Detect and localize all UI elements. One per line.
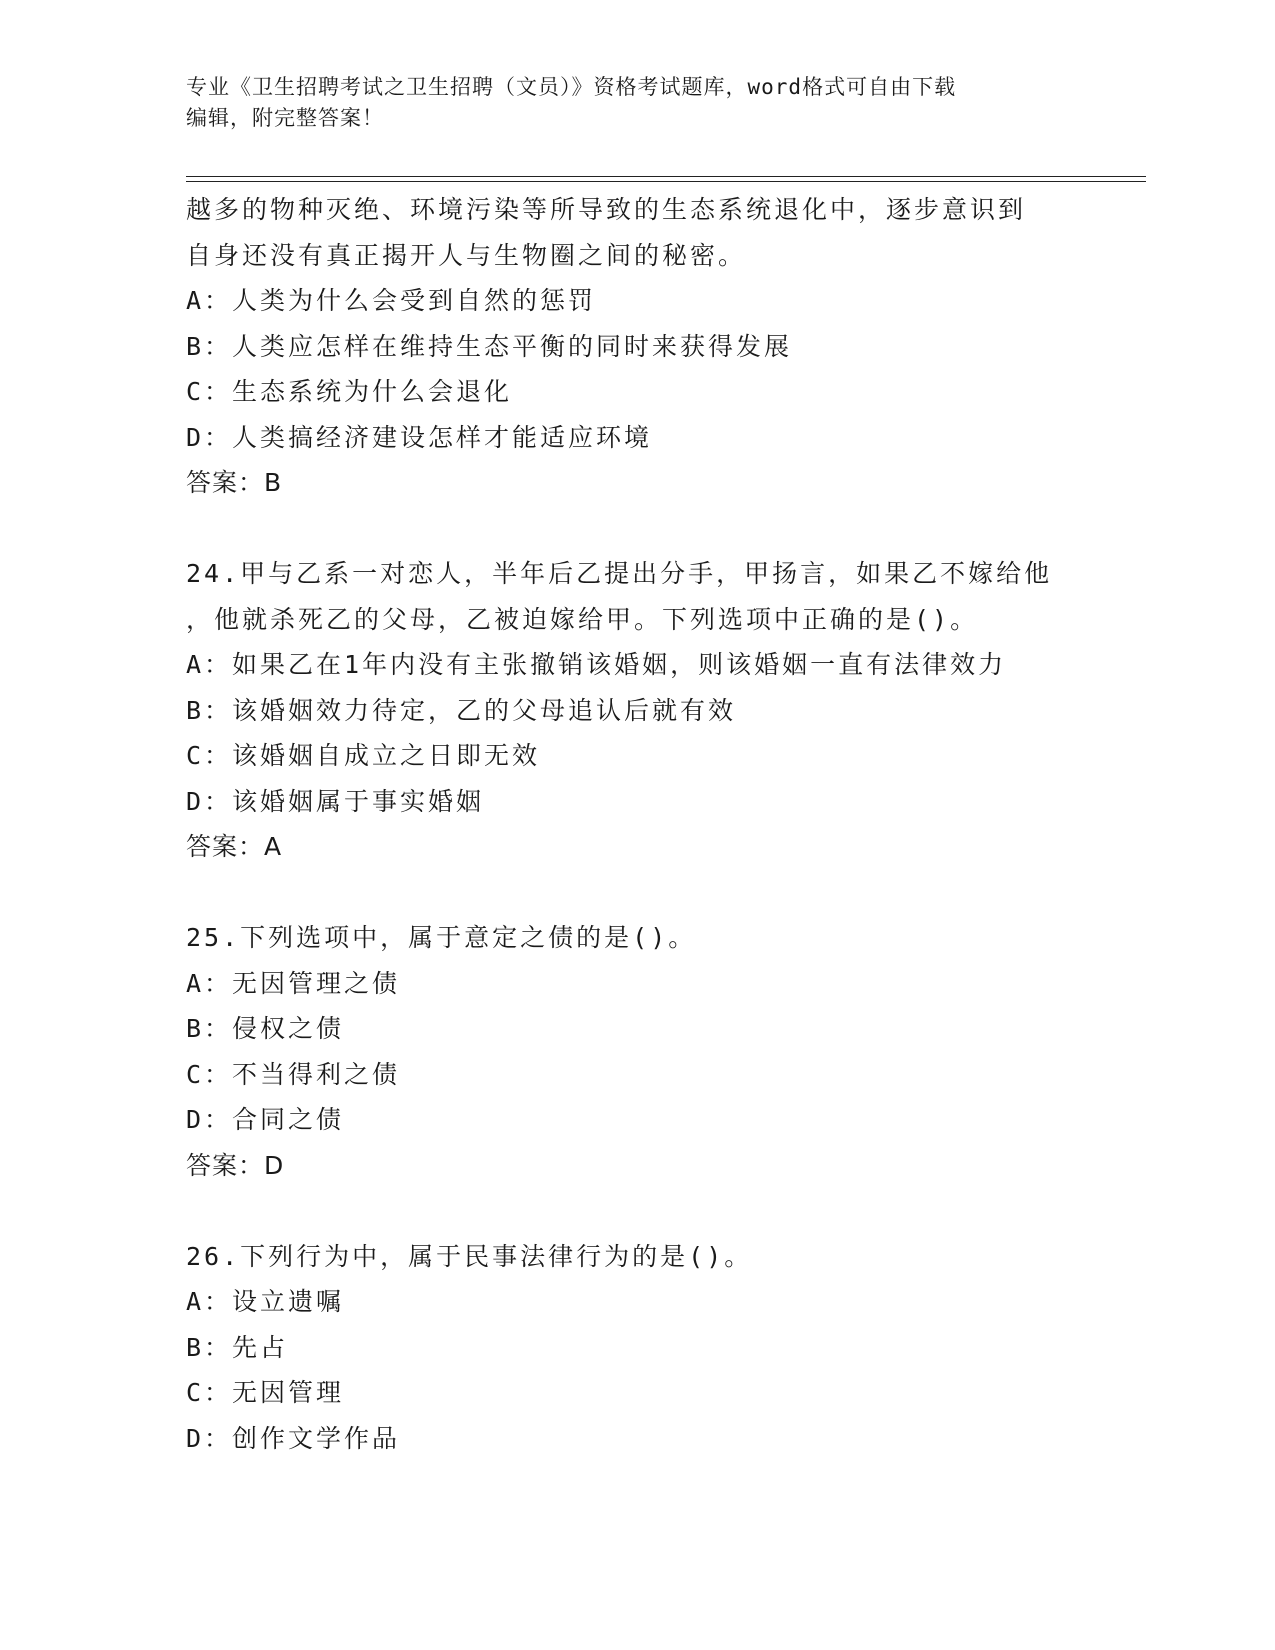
- question-content: [186, 187, 1146, 1461]
- option-c: C：该婚姻自成立之日即无效: [186, 741, 541, 770]
- option-d: D：合同之债: [186, 1105, 345, 1134]
- document-header: [186, 72, 1086, 134]
- option-c: C：不当得利之债: [186, 1059, 401, 1089]
- question-stem-line: 26.下列行为中，属于民事法律行为的是()。: [186, 1241, 753, 1271]
- question-stem-line: 自身还没有真正揭开人与生物圈之间的秘密。: [186, 240, 747, 270]
- option-b: B：该婚姻效力待定，乙的父母追认后就有效: [186, 695, 737, 725]
- header-line-1: 专业《卫生招聘考试之卫生招聘（文员）》资格考试题库，word格式可自由下载: [186, 75, 957, 99]
- header-divider-bottom: [186, 181, 1146, 182]
- option-c: C：生态系统为什么会退化: [186, 377, 513, 406]
- option-a: A：人类为什么会受到自然的惩罚: [186, 286, 597, 315]
- option-c: C：无因管理: [186, 1378, 345, 1407]
- option-a: A：无因管理之债: [186, 968, 401, 998]
- question-23-continuation: [186, 187, 1146, 506]
- header-line-2: 编辑，附完整答案！: [186, 106, 384, 130]
- question-stem-line: 越多的物种灭绝、环境污染等所导致的生态系统退化中，逐步意识到: [186, 195, 1027, 224]
- option-d: D：人类搞经济建设怎样才能适应环境: [186, 422, 653, 452]
- option-b: B：先占: [186, 1332, 289, 1362]
- option-b: B：人类应怎样在维持生态平衡的同时来获得发展: [186, 331, 793, 361]
- question-24: [186, 551, 1146, 870]
- option-a: A：设立遗嘱: [186, 1287, 345, 1316]
- question-25: [186, 915, 1146, 1188]
- question-stem-line: ，他就杀死乙的父母，乙被迫嫁给甲。下列选项中正确的是()。: [186, 604, 979, 634]
- header-divider-top: [186, 176, 1146, 177]
- question-stem-line: 25.下列选项中，属于意定之债的是()。: [186, 923, 697, 952]
- answer-line: 答案：B: [186, 468, 283, 497]
- answer-line: 答案：A: [186, 832, 283, 861]
- option-d: D：创作文学作品: [186, 1423, 401, 1453]
- option-b: B：侵权之债: [186, 1014, 345, 1043]
- spacer: [186, 506, 1146, 552]
- option-d: D：该婚姻属于事实婚姻: [186, 786, 485, 816]
- question-stem-line: 24.甲与乙系一对恋人，半年后乙提出分手，甲扬言，如果乙不嫁给他: [186, 559, 1053, 588]
- question-26: [186, 1234, 1146, 1462]
- spacer: [186, 870, 1146, 916]
- answer-line: 答案：D: [186, 1150, 285, 1180]
- spacer: [186, 1188, 1146, 1234]
- option-a: A：如果乙在1年内没有主张撤销该婚姻，则该婚姻一直有法律效力: [186, 650, 1007, 679]
